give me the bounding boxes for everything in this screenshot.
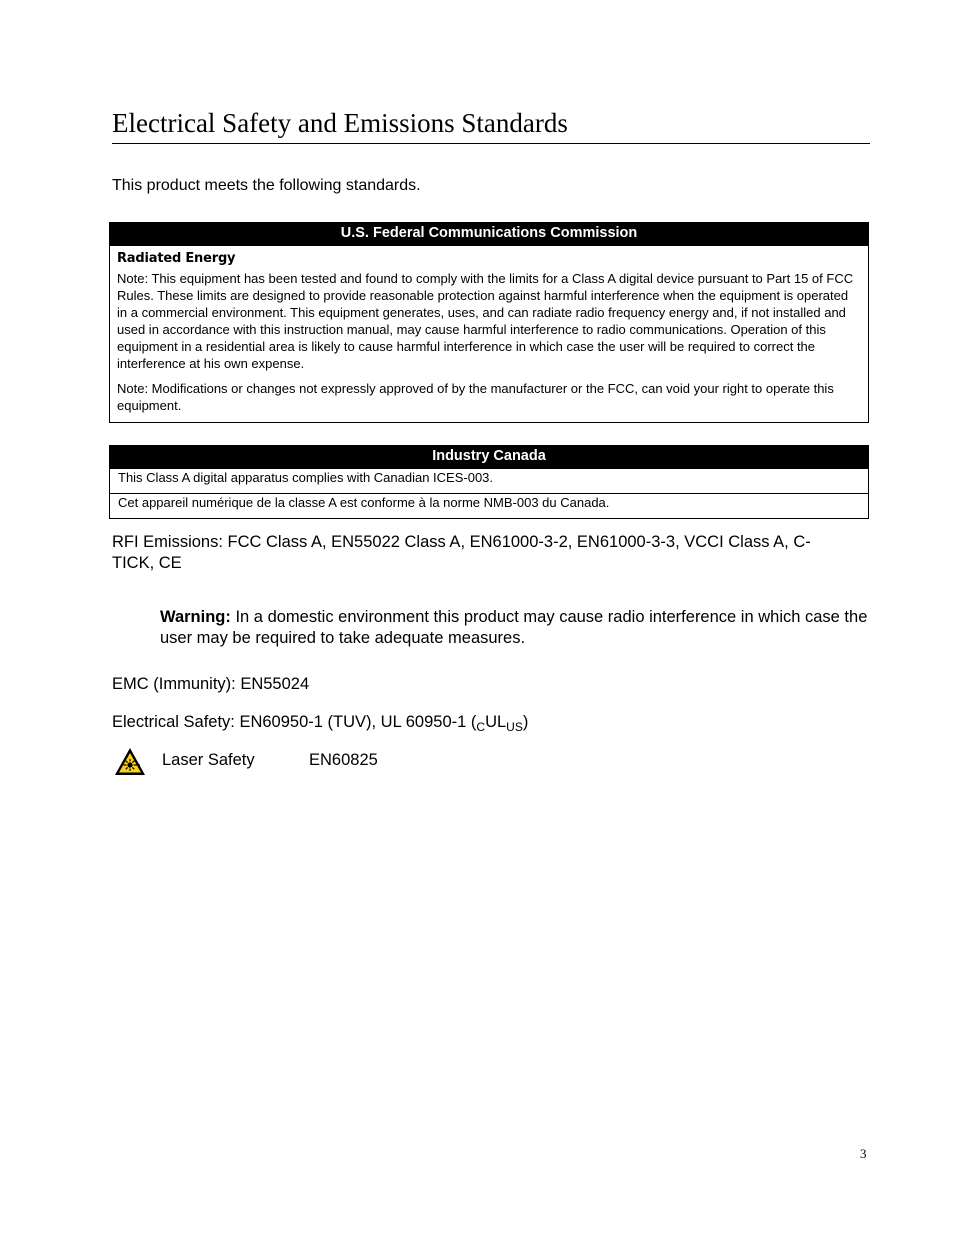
page-title: Electrical Safety and Emissions Standards <box>112 104 870 144</box>
electrical-suffix: ) <box>522 713 529 731</box>
ic-table-header: Industry Canada <box>110 446 868 469</box>
electrical-safety-text <box>112 712 528 734</box>
ul-mark: UL <box>485 713 507 731</box>
laser-warning-icon <box>114 746 146 777</box>
laser-safety-row <box>114 746 514 778</box>
warning-note <box>160 607 870 649</box>
laser-safety-standard: EN60825 <box>309 751 378 769</box>
electrical-prefix: Electrical Safety: EN60950-1 (TUV), UL 60950-1 ( <box>112 713 477 731</box>
fcc-subheader: Radiated Energy <box>117 251 236 266</box>
page-number: 3 <box>860 1146 867 1161</box>
cul-c-subscript: C <box>476 720 486 734</box>
fcc-note-1: Note: This equipment has been tested and found to comply with the limits for a Class A digital device pursuant to Part 15 of FCC Rules. These limits are designed to provide reasonable protection against harmful interference when the equipment is operated in a commercial environment. This equipment generates, uses, and can radiate radio frequency energy and, if not installed and used in accordance with this instruction manual, may cause harmful interference to radio communications. Operation of this equipment in a residential area is likely to cause harmful interference in which case the user will be required to correct the interference at his own expense. <box>117 271 854 371</box>
fcc-table-header: U.S. Federal Communications Commission <box>110 223 868 246</box>
ic-line-english: This Class A digital apparatus complies with Canadian ICES-003. <box>110 469 868 494</box>
cul-us-subscript: US <box>506 720 523 734</box>
rfi-emissions-text: RFI Emissions: FCC Class A, EN55022 Class A, EN61000-3-2, EN61000-3-3, VCCI Class A, C-TICK, CE <box>112 533 811 572</box>
fcc-table <box>109 222 869 423</box>
ic-line-french: Cet appareil numérique de la classe A est conforme à la norme NMB-003 du Canada. <box>118 495 610 510</box>
fcc-note-2: Note: Modifications or changes not expressly approved of by the manufacturer or the FCC, can void your right to operate this equipment. <box>117 381 834 413</box>
emc-text: EMC (Immunity): EN55024 <box>112 675 310 693</box>
industry-canada-table <box>109 445 869 519</box>
warning-label: Warning: <box>160 608 231 626</box>
laser-safety-label: Laser Safety <box>162 751 255 769</box>
intro-text: This product meets the following standards. <box>112 177 421 194</box>
warning-text: In a domestic environment this product may cause radio interference in which case the user may be required to take adequate measures. <box>160 608 868 647</box>
